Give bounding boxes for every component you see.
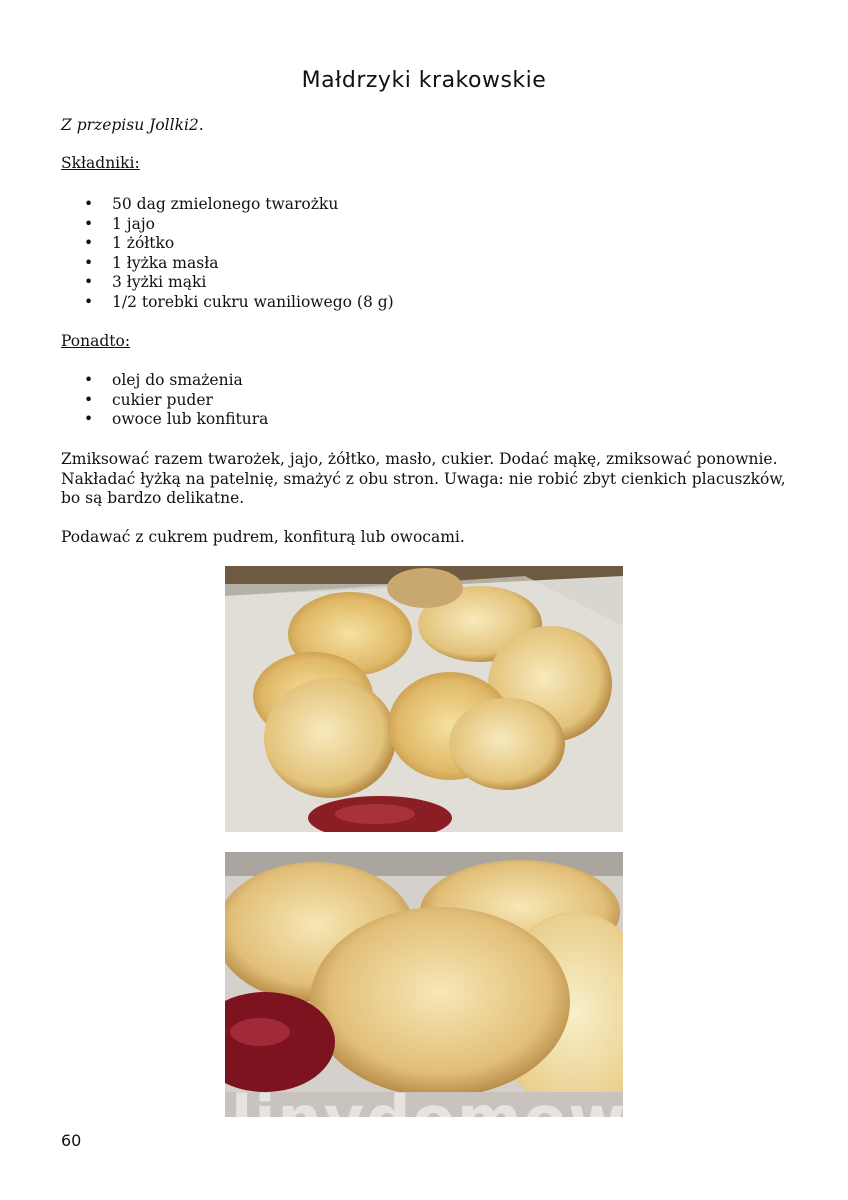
dish-photo-top [225,566,623,832]
dish-photo-bottom [225,852,623,1117]
extras-list [61,371,268,430]
bullet-icon: • [84,234,94,252]
extras-heading: Ponadto: [61,332,131,350]
page-title: Małdrzyki krakowskie [301,68,547,93]
list-item: • 1 żółtko [84,234,175,252]
list-item: • 50 dag zmielonego twarożku [84,195,339,213]
list-item: • cukier puder [84,390,213,409]
bullet-icon: • [84,273,94,291]
bullet-icon: • [84,195,94,213]
bullet-icon: • [84,253,94,272]
list-item: • olej do smażenia [84,371,243,389]
watermark-text: wedlinydomowe.pl [81,1082,767,1155]
ingredients-list [61,195,394,312]
bullet-icon: • [84,292,94,311]
serving-paragraph: Podawać z cukrem pudrem, konfiturą lub owocami. [61,528,465,546]
page-number: 60 [61,1131,82,1150]
bullet-icon: • [84,390,94,409]
method-paragraph: Zmiksować razem twarożek, jajo, żółtko, masło, cukier. Dodać mąkę, zmiksować ponownie. Nakładać łyżką na patelnię, smażyć z obu stron. Uwaga: nie robić zbyt cienkich placuszków, bo są bardzo delikatne. [61,450,786,507]
list-item: • 1 łyżka masła [84,253,219,272]
list-item: • 3 łyżki mąki [84,273,207,291]
bullet-icon: • [84,214,94,233]
bullet-icon: • [84,371,94,389]
ingredients-heading: Składniki: [61,154,140,172]
list-item: • 1/2 torebki cukru waniliowego (8 g) [84,292,394,311]
list-item: • 1 jajo [84,214,155,233]
recipe-source: Z przepisu Jollki2. [61,116,204,134]
list-item: • owoce lub konfitura [84,410,269,428]
bullet-icon: • [84,410,94,428]
